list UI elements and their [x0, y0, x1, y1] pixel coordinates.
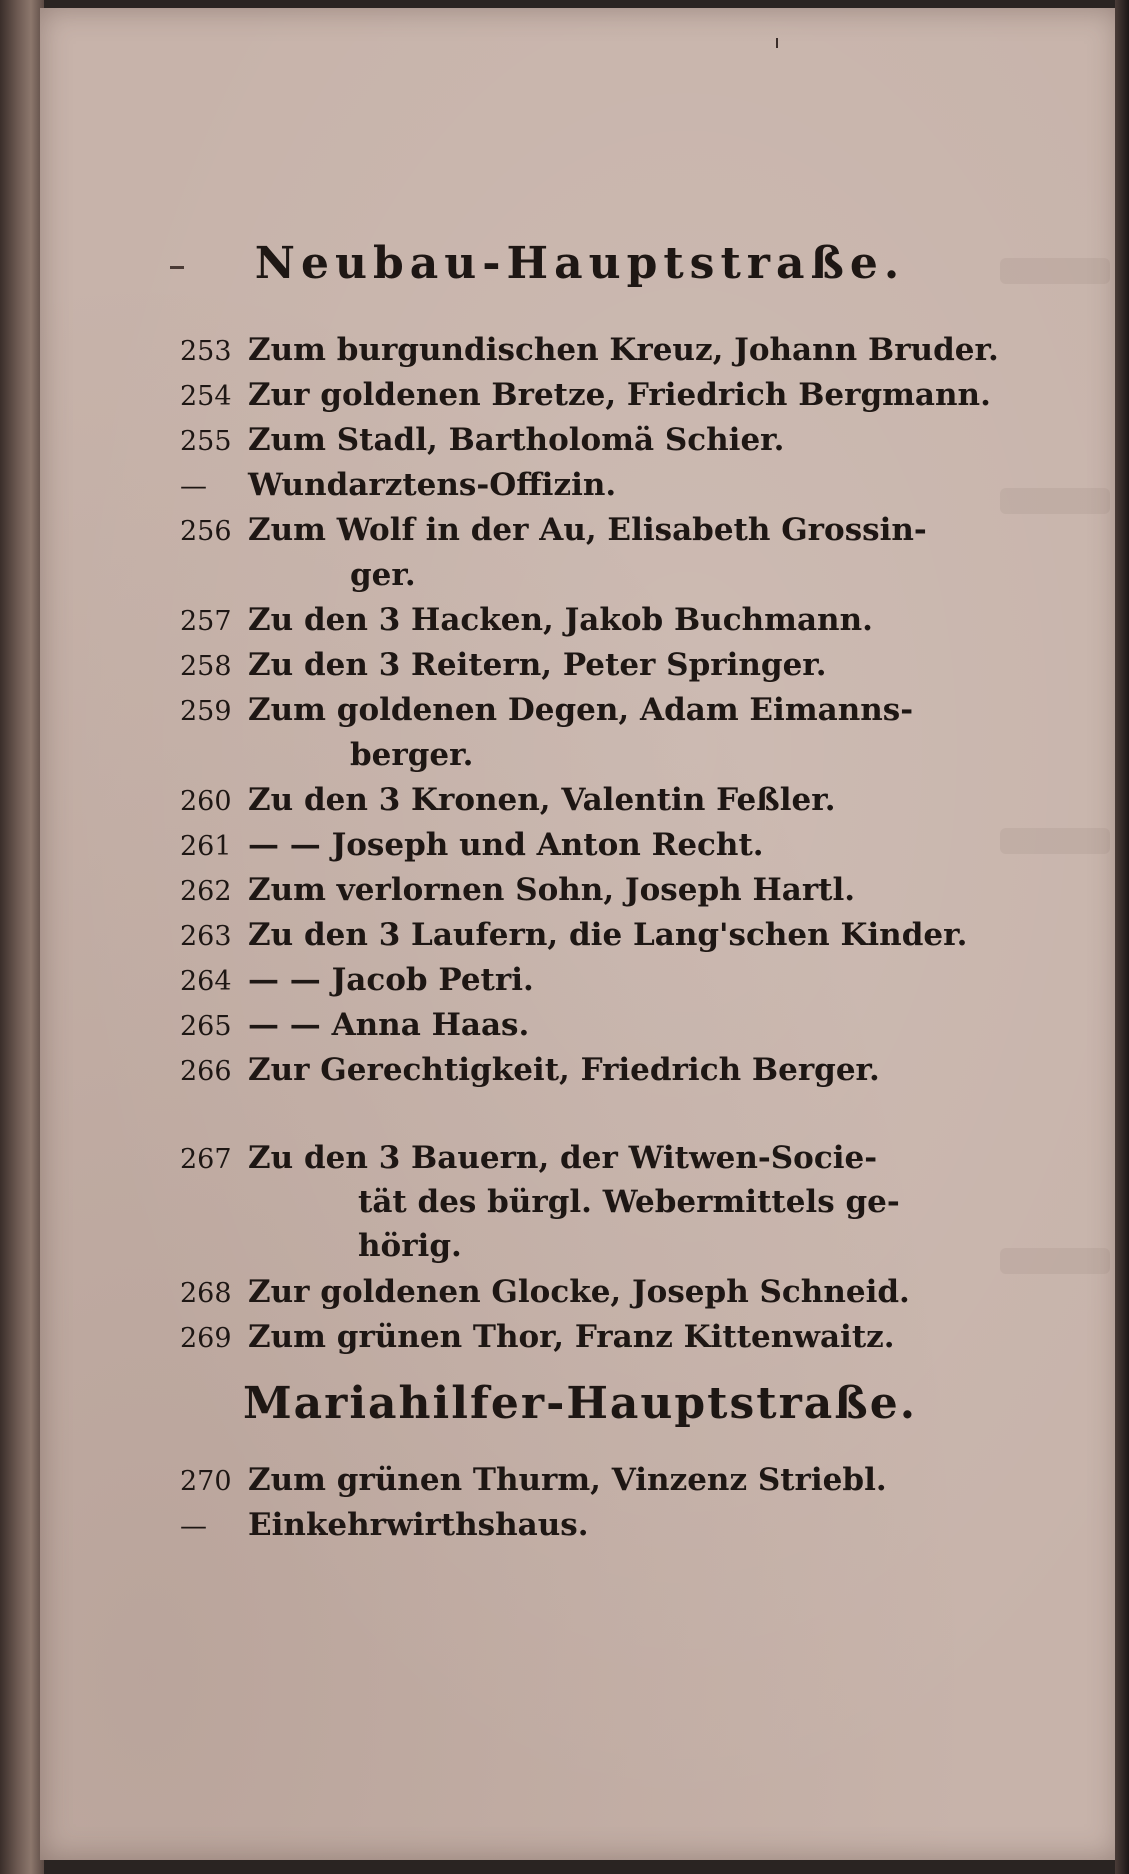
entry-text: — — Anna Haas. [248, 1007, 530, 1043]
entry-text: — — Joseph und Anton Recht. [248, 827, 764, 863]
entry-text: Zur goldenen Bretze, Friedrich Bergmann. [248, 377, 991, 413]
entry-270-dash [180, 1503, 1040, 1549]
entry-text: Zur Gerechtigkeit, Friedrich Berger. [248, 1052, 880, 1088]
entry-256-continuation: ger. [350, 557, 416, 593]
entry-text: Einkehrwirthshaus. [248, 1507, 589, 1543]
entry-text: Zu den 3 Laufern, die Lang'schen Kinder. [248, 917, 968, 953]
house-number: 255 [180, 426, 232, 457]
entry-text: Zum grünen Thurm, Vinzenz Striebl. [248, 1462, 887, 1498]
entry-267-continuation-2: hörig. [358, 1228, 462, 1264]
entry-269 [180, 1315, 1040, 1361]
house-number: 260 [180, 786, 232, 817]
section-heading-mariahilf: Mariahilfer-Hauptstraße. [242, 1378, 918, 1429]
entry-254 [180, 373, 1040, 419]
entry-text: — — Jacob Petri. [248, 962, 534, 998]
house-number: 265 [180, 1011, 232, 1042]
house-number: 253 [180, 336, 232, 367]
entry-258 [180, 643, 1040, 689]
entry-text: Zum goldenen Degen, Adam Eimanns- [248, 692, 914, 728]
entry-264 [180, 958, 1040, 1004]
entry-256 [180, 508, 1040, 554]
house-number: 270 [180, 1466, 232, 1497]
book-binding [0, 0, 44, 1874]
entry-text: Zu den 3 Reitern, Peter Springer. [248, 647, 827, 683]
entry-text: Zum verlornen Sohn, Joseph Hartl. [248, 872, 856, 908]
ink-mark [776, 38, 778, 48]
house-number: 259 [180, 696, 232, 727]
paper-page [40, 8, 1120, 1860]
entry-text: Zum Stadl, Bartholomä Schier. [248, 422, 785, 458]
entry-261 [180, 823, 1040, 869]
entry-262 [180, 868, 1040, 914]
house-number: 266 [180, 1056, 232, 1087]
entry-text: Zur goldenen Glocke, Joseph Schneid. [248, 1274, 910, 1310]
entry-267 [180, 1136, 1040, 1182]
entry-text: Zum grünen Thor, Franz Kittenwaitz. [248, 1319, 895, 1355]
house-number: — [180, 471, 207, 502]
house-number: 258 [180, 651, 232, 682]
house-number: 262 [180, 876, 232, 907]
house-number: 263 [180, 921, 232, 952]
entry-259-continuation: berger. [350, 737, 474, 773]
entry-text: Zu den 3 Hacken, Jakob Buchmann. [248, 602, 873, 638]
entry-257 [180, 598, 1040, 644]
entry-266 [180, 1048, 1040, 1094]
entry-265 [180, 1003, 1040, 1049]
entry-255-dash [180, 463, 1040, 509]
entry-text: Zum Wolf in der Au, Elisabeth Grossin- [248, 512, 927, 548]
section-heading-neubau: Neubau-Hauptstraße. [254, 238, 906, 289]
entry-268 [180, 1270, 1040, 1316]
house-number: — [180, 1511, 207, 1542]
entry-text: Wundarztens-Offizin. [248, 467, 617, 503]
entry-270 [180, 1458, 1040, 1504]
entry-263 [180, 913, 1040, 959]
house-number: 268 [180, 1278, 232, 1309]
entry-267-continuation: tät des bürgl. Webermittels ge- [358, 1184, 900, 1220]
entry-text: Zu den 3 Bauern, der Witwen-Socie- [248, 1140, 878, 1176]
house-number: 257 [180, 606, 232, 637]
house-number: 256 [180, 516, 232, 547]
entry-255 [180, 418, 1040, 464]
page-edge-shadow [1115, 0, 1129, 1874]
entry-259 [180, 688, 1040, 734]
entry-text: Zum burgundischen Kreuz, Johann Bruder. [248, 332, 999, 368]
house-number: 267 [180, 1144, 232, 1175]
house-number: 269 [180, 1323, 232, 1354]
house-number: 254 [180, 381, 232, 412]
entry-text: Zu den 3 Kronen, Valentin Feßler. [248, 782, 836, 818]
house-number: 264 [180, 966, 232, 997]
entry-260 [180, 778, 1040, 824]
house-number: 261 [180, 831, 232, 862]
entry-253 [180, 328, 1040, 374]
